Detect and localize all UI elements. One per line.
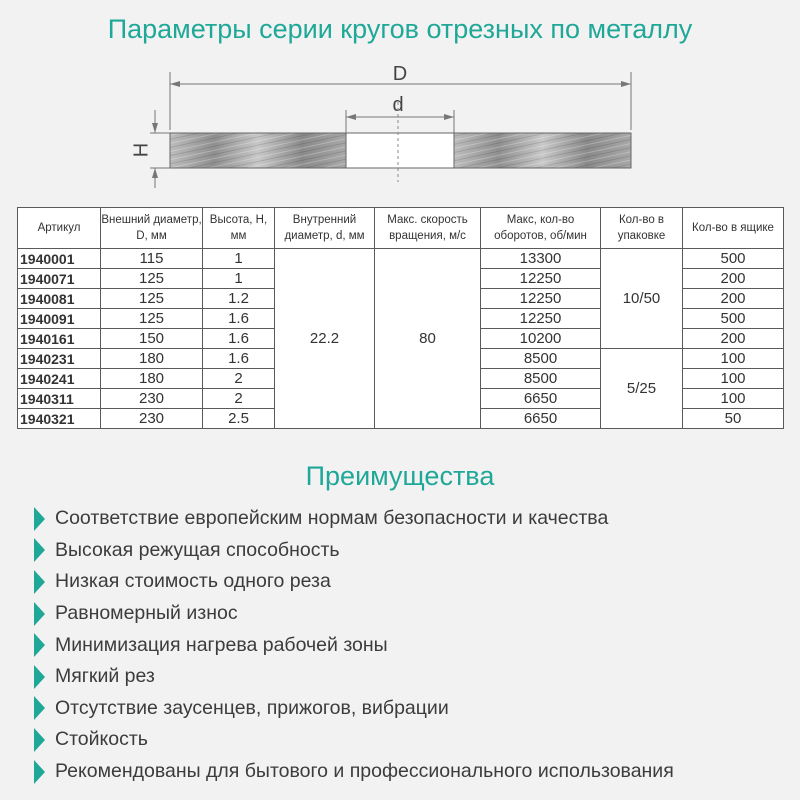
advantage-text: Низкая стоимость одного реза bbox=[55, 570, 331, 593]
cell-outer-diameter: 125 bbox=[101, 269, 203, 289]
cell-pack-qty: 5/25 bbox=[601, 349, 683, 429]
triangle-bullet-icon bbox=[34, 665, 45, 689]
cell-max-rpm: 13300 bbox=[481, 249, 601, 269]
list-item bbox=[34, 756, 674, 788]
cell-height: 2.5 bbox=[203, 409, 275, 429]
cell-height: 1.6 bbox=[203, 309, 275, 329]
list-item bbox=[34, 503, 674, 535]
advantage-text: Мягкий рез bbox=[55, 665, 155, 688]
cell-box-qty: 50 bbox=[683, 409, 784, 429]
header-inner-diameter: Внутренний диаметр, d, мм bbox=[275, 208, 375, 249]
cell-box-qty: 200 bbox=[683, 329, 784, 349]
cell-article: 1940231 bbox=[18, 349, 101, 369]
list-item bbox=[34, 629, 674, 661]
triangle-bullet-icon bbox=[34, 570, 45, 594]
cell-height: 2 bbox=[203, 389, 275, 409]
table-row bbox=[18, 249, 784, 269]
cell-max-rpm: 6650 bbox=[481, 409, 601, 429]
cell-height: 1 bbox=[203, 249, 275, 269]
list-item bbox=[34, 724, 674, 756]
cell-max-rpm: 8500 bbox=[481, 349, 601, 369]
cell-height: 1.6 bbox=[203, 329, 275, 349]
triangle-bullet-icon bbox=[34, 760, 45, 784]
cell-box-qty: 100 bbox=[683, 349, 784, 369]
cell-article: 1940081 bbox=[18, 289, 101, 309]
cell-box-qty: 200 bbox=[683, 269, 784, 289]
cell-outer-diameter: 180 bbox=[101, 349, 203, 369]
triangle-bullet-icon bbox=[34, 538, 45, 562]
disc-cross-section-diagram bbox=[120, 62, 650, 190]
advantage-text: Равномерный износ bbox=[55, 602, 238, 625]
cell-max-rpm: 12250 bbox=[481, 309, 601, 329]
cell-inner-diameter: 22.2 bbox=[275, 249, 375, 429]
advantage-text: Рекомендованы для бытового и профессионального использования bbox=[55, 760, 674, 783]
label-D: D bbox=[392, 63, 408, 85]
triangle-bullet-icon bbox=[34, 602, 45, 626]
cell-max-speed: 80 bbox=[375, 249, 481, 429]
cell-box-qty: 200 bbox=[683, 289, 784, 309]
cell-outer-diameter: 230 bbox=[101, 409, 203, 429]
cell-article: 1940001 bbox=[18, 249, 101, 269]
cell-outer-diameter: 125 bbox=[101, 309, 203, 329]
advantage-text: Соответствие европейским нормам безопасности и качества bbox=[55, 507, 609, 530]
advantage-text: Минимизация нагрева рабочей зоны bbox=[55, 633, 388, 656]
cell-height: 2 bbox=[203, 369, 275, 389]
cell-max-rpm: 10200 bbox=[481, 329, 601, 349]
header-height: Высота, H, мм bbox=[203, 208, 275, 249]
advantages-list bbox=[34, 503, 674, 787]
list-item bbox=[34, 566, 674, 598]
advantages-title: Преимущества bbox=[305, 461, 495, 491]
triangle-bullet-icon bbox=[34, 696, 45, 720]
cell-max-rpm: 8500 bbox=[481, 369, 601, 389]
triangle-bullet-icon bbox=[34, 728, 45, 752]
cell-box-qty: 500 bbox=[683, 309, 784, 329]
cell-box-qty: 500 bbox=[683, 249, 784, 269]
cell-height: 1.6 bbox=[203, 349, 275, 369]
list-item bbox=[34, 598, 674, 630]
cell-article: 1940321 bbox=[18, 409, 101, 429]
cell-outer-diameter: 180 bbox=[101, 369, 203, 389]
cell-box-qty: 100 bbox=[683, 369, 784, 389]
cell-max-rpm: 12250 bbox=[481, 289, 601, 309]
cell-article: 1940161 bbox=[18, 329, 101, 349]
header-outer-diameter: Внешний диаметр, D, мм bbox=[101, 208, 203, 249]
cell-article: 1940071 bbox=[18, 269, 101, 289]
header-pack-qty: Кол-во в упаковке bbox=[601, 208, 683, 249]
cell-article: 1940241 bbox=[18, 369, 101, 389]
cell-outer-diameter: 150 bbox=[101, 329, 203, 349]
cell-max-rpm: 6650 bbox=[481, 389, 601, 409]
cell-outer-diameter: 125 bbox=[101, 289, 203, 309]
cell-outer-diameter: 115 bbox=[101, 249, 203, 269]
cell-article: 1940311 bbox=[18, 389, 101, 409]
triangle-bullet-icon bbox=[34, 633, 45, 657]
label-H: H bbox=[130, 142, 153, 158]
triangle-bullet-icon bbox=[34, 507, 45, 531]
advantage-text: Стойкость bbox=[55, 728, 148, 751]
list-item bbox=[34, 535, 674, 567]
cell-max-rpm: 12250 bbox=[481, 269, 601, 289]
list-item bbox=[34, 693, 674, 725]
specifications-table bbox=[17, 207, 784, 429]
header-max-rpm: Макс, кол-во оборотов, об/мин bbox=[481, 208, 601, 249]
cell-height: 1.2 bbox=[203, 289, 275, 309]
cell-pack-qty: 10/50 bbox=[601, 249, 683, 349]
label-d: d bbox=[392, 94, 404, 116]
cell-height: 1 bbox=[203, 269, 275, 289]
header-box-qty: Кол-во в ящике bbox=[683, 208, 784, 249]
cell-article: 1940091 bbox=[18, 309, 101, 329]
header-article: Артикул bbox=[18, 208, 101, 249]
cell-outer-diameter: 230 bbox=[101, 389, 203, 409]
cell-box-qty: 100 bbox=[683, 389, 784, 409]
advantage-text: Отсутствие заусенцев, прижогов, вибрации bbox=[55, 696, 449, 719]
advantage-text: Высокая режущая способность bbox=[55, 538, 340, 561]
list-item bbox=[34, 661, 674, 693]
page-title: Параметры серии кругов отрезных по металлу bbox=[107, 14, 693, 44]
table-header-row bbox=[18, 208, 784, 249]
header-max-speed: Макс. скорость вращения, м/с bbox=[375, 208, 481, 249]
